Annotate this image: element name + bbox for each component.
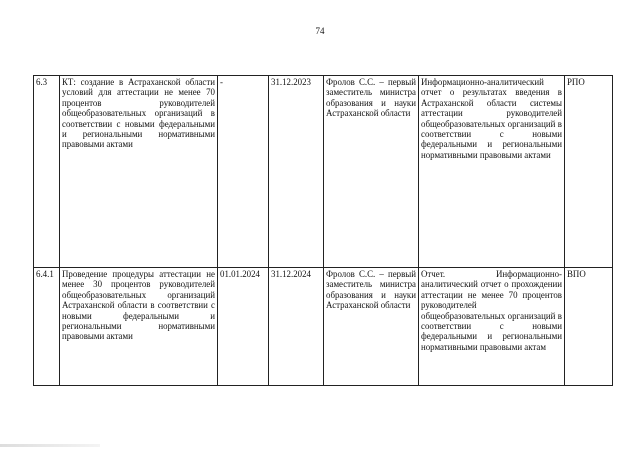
row-responsible: Фролов С.С. – первый заместитель министра образования и науки Астраханской области (324, 268, 419, 386)
row-number: 6.3 (34, 76, 60, 268)
row-end-date: 31.12.2024 (269, 268, 324, 386)
row-start-date: - (218, 76, 269, 268)
scan-artifact (0, 444, 100, 447)
row-number: 6.4.1 (34, 268, 60, 386)
row-description: Проведение процедуры аттестации не менее 30 процентов руководителей общеобразовательных организаций Астраханской области в соответствии с новыми федеральными и региональными нормативными правовыми актами (60, 268, 218, 386)
row-result: Отчет. Информационно-аналитический отчет о прохождении аттестации не менее 70 процентов руководителей общеобразовательных организаций в соответствии с новыми федеральными и региональными нормативными правовыми актам (419, 268, 565, 386)
table-row (34, 76, 613, 268)
row-start-date: 01.01.2024 (218, 268, 269, 386)
row-type: ВПО (565, 268, 613, 386)
table-row (34, 268, 613, 386)
row-responsible: Фролов С.С. – первый заместитель министра образования и науки Астраханской области (324, 76, 419, 268)
row-description: КТ: создание в Астраханской области условий для аттестации не менее 70 процентов руководителей общеобразовательных организаций в соответствии с новыми федеральными и региональными нормативными правовыми актами (60, 76, 218, 268)
page-number: 74 (315, 26, 325, 36)
row-result: Информационно-аналитический отчет о результатах введения в Астраханской области системы аттестации руководителей общеобразовательных организаций в соответствии с новыми федеральными и региональными нормативными правовыми актами (419, 76, 565, 268)
row-end-date: 31.12.2023 (269, 76, 324, 268)
row-type: РПО (565, 76, 613, 268)
plan-table (33, 75, 613, 386)
